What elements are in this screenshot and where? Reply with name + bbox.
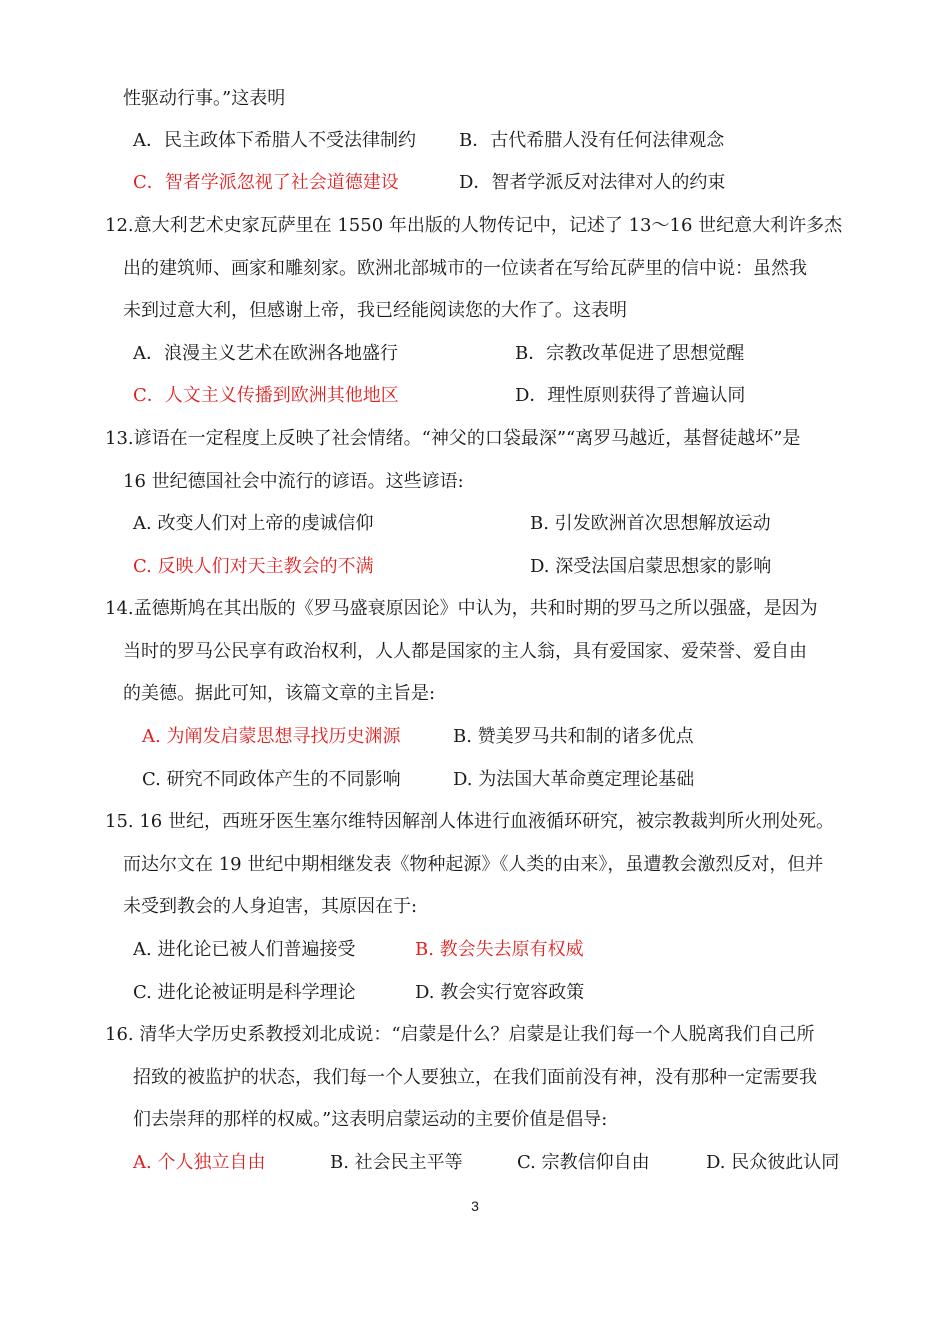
q11-stem-line: 性驱动行事。”这表明 (123, 88, 286, 109)
q12-option-b: B．宗教改革促进了思想觉醒 (515, 343, 745, 364)
q15-stem-line-2: 而达尔文在 19 世纪中期相继发表《物种起源》《人类的由来》，虽遭教会激烈反对，但并 (123, 854, 824, 875)
q16-option-c: C. 宗教信仰自由 (517, 1152, 650, 1173)
page-number: 3 (471, 1198, 479, 1214)
q13-option-c-answer: C. 反映人们对天主教会的不满 (133, 556, 374, 577)
q15-option-c: C. 进化论被证明是科学理论 (133, 982, 356, 1003)
q12-stem-line-2: 出的建筑师、画家和雕刻家。欧洲北部城市的一位读者在写给瓦萨里的信中说：虽然我 (123, 258, 807, 279)
q12-option-c-answer: C．人文主义传播到欧洲其他地区 (133, 385, 399, 406)
q16-stem-line-1: 16. 清华大学历史系教授刘北成说：“启蒙是什么？启蒙是让我们每一个人脱离我们自己所 (105, 1024, 815, 1045)
q11-option-d: D．智者学派反对法律对人的约束 (459, 172, 726, 193)
q16-option-b: B. 社会民主平等 (330, 1152, 463, 1173)
q13-option-b: B. 引发欧洲首次思想解放运动 (530, 513, 771, 534)
q16-option-d: D. 民众彼此认同 (706, 1152, 840, 1173)
q11-option-b: B．古代希腊人没有任何法律观念 (459, 130, 725, 151)
q15-stem-line-1: 15. 16 世纪，西班牙医生塞尔维特因解剖人体进行血液循环研究，被宗教裁判所火刑处死。 (105, 811, 834, 832)
q11-option-c-answer: C．智者学派忽视了社会道德建设 (133, 172, 399, 193)
q12-stem-line-3: 未到过意大利，但感谢上帝，我已经能阅读您的大作了。这表明 (123, 300, 627, 321)
q14-stem-line-2: 当时的罗马公民享有政治权利，人人都是国家的主人翁，具有爱国家、爱荣誉、爱自由 (123, 641, 807, 662)
q13-stem-line-1: 13.谚语在一定程度上反映了社会情绪。“神父的口袋最深”“离罗马越近，基督徒越坏”是 (105, 428, 801, 449)
q15-option-b-answer: B. 教会失去原有权威 (415, 939, 584, 960)
q13-stem-line-2: 16 世纪德国社会中流行的谚语。这些谚语: (123, 471, 464, 492)
q16-option-a-answer: A. 个人独立自由 (133, 1152, 266, 1173)
q12-stem-line-1: 12.意大利艺术史家瓦萨里在 1550 年出版的人物传记中，记述了 13～16 世纪意大利许多杰 (105, 215, 843, 236)
q15-option-a: A. 进化论已被人们普遍接受 (133, 939, 356, 960)
q13-option-a: A. 改变人们对上帝的虔诚信仰 (133, 513, 374, 534)
q16-stem-line-3: 们去崇拜的那样的权威。”这表明启蒙运动的主要价值是倡导: (133, 1109, 608, 1130)
q14-stem-line-3: 的美德。据此可知，该篇文章的主旨是: (123, 683, 436, 704)
q14-option-d: D. 为法国大革命奠定理论基础 (453, 769, 695, 790)
q16-stem-line-2: 招致的被监护的状态，我们每一个人要独立，在我们面前没有神，没有那种一定需要我 (133, 1067, 817, 1088)
q12-option-a: A．浪漫主义艺术在欧洲各地盛行 (133, 343, 398, 364)
q12-option-d: D．理性原则获得了普遍认同 (515, 385, 746, 406)
q13-option-d: D. 深受法国启蒙思想家的影响 (530, 556, 772, 577)
q14-option-b: B. 赞美罗马共和制的诸多优点 (453, 726, 694, 747)
q15-option-d: D. 教会实行宽容政策 (415, 982, 585, 1003)
q14-option-c: C. 研究不同政体产生的不同影响 (142, 769, 401, 790)
q14-option-a-answer: A. 为阐发启蒙思想寻找历史渊源 (142, 726, 401, 747)
q14-stem-line-1: 14.孟德斯鸠在其出版的《罗马盛衰原因论》中认为，共和时期的罗马之所以强盛，是因为 (105, 598, 818, 619)
q15-stem-line-3: 未受到教会的人身迫害，其原因在于: (123, 896, 418, 917)
q11-option-a: A．民主政体下希腊人不受法律制约 (133, 130, 416, 151)
